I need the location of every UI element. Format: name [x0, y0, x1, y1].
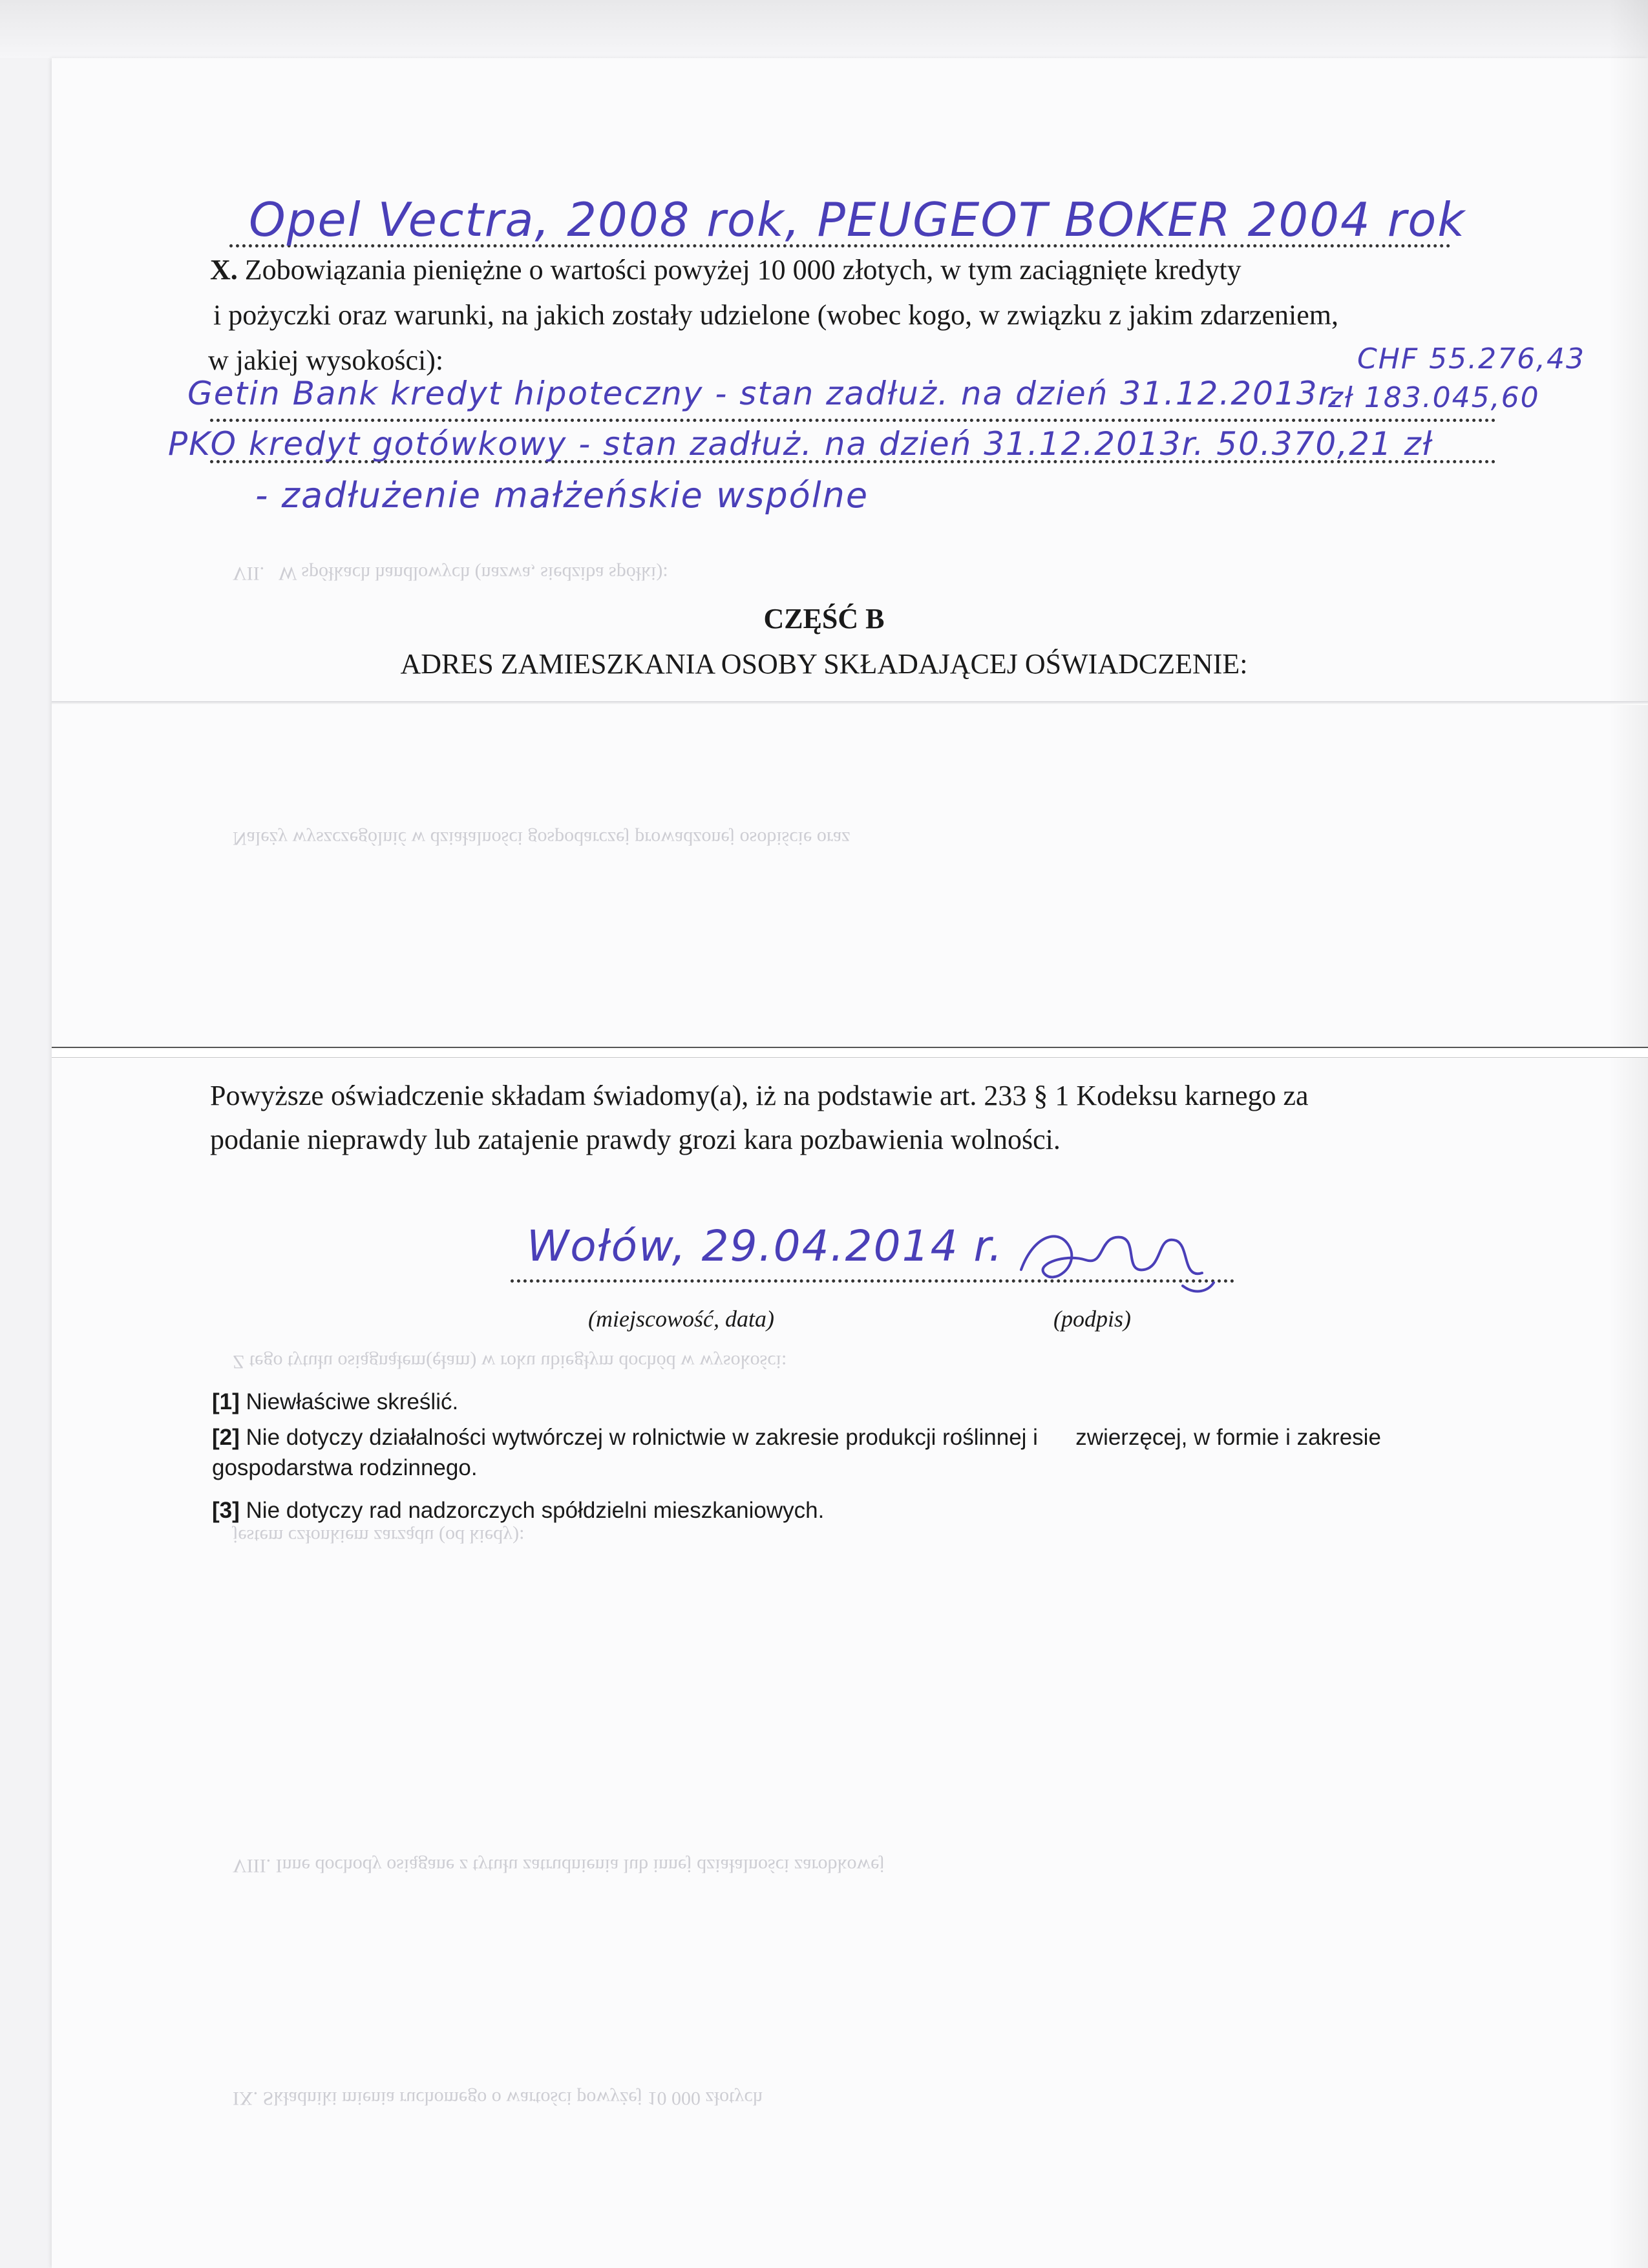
footnote-1 — [212, 1389, 458, 1415]
handwritten-signature — [1008, 1208, 1221, 1305]
bleed-through-text: VIII. Inne dochody osiągane z tytułu zatrudnienia lub innej działalności zarobkowej — [233, 1855, 885, 1876]
label-signature: (podpis) — [1053, 1306, 1131, 1332]
paper-tear-edge — [52, 1047, 1648, 1058]
part-b-subtitle: ADRES ZAMIESZKANIA OSOBY SKŁADAJĄCEJ OŚWIADCZENIE: — [400, 648, 1248, 680]
footnote-text: Nie dotyczy działalności wytwórczej w rolnictwie w zakresie produkcji roślinnej i zwierzęcej, w formie i zakresie — [246, 1425, 1381, 1450]
part-b-title: CZĘŚĆ B — [763, 603, 885, 635]
handwritten-vehicles: Opel Vectra, 2008 rok, PEUGEOT BOKER 2004 rok — [249, 193, 1466, 247]
footnote-2-continued — [212, 1455, 478, 1481]
footnote-2 — [212, 1425, 1381, 1451]
label-place-date: (miejscowość, data) — [588, 1306, 774, 1332]
dotted-line — [210, 419, 1496, 422]
handwritten-loan1: Getin Bank kredyt hipoteczny - stan zadłuż. na dzień 31.12.2013r. — [187, 375, 1342, 412]
handwritten-loan-note: - zadłużenie małżeńskie wspólne — [255, 475, 869, 516]
scan-background — [0, 0, 1648, 58]
handwritten-loan1-chf: CHF 55.276,43 — [1357, 342, 1586, 375]
section-x-line3: w jakiej wysokości): — [208, 344, 444, 376]
bleed-through-text: Należy wyszczególnić w działalności gospodarczej prowadzonej osobiście oraz — [233, 828, 850, 849]
section-x-number: X. — [210, 254, 238, 286]
footnote-3 — [212, 1498, 824, 1524]
footnote-text: Nie dotyczy rad nadzorczych spółdzielni mieszkaniowych. — [246, 1498, 825, 1523]
bleed-through-text: jestem członkiem zarządu (od kiedy): — [233, 1526, 525, 1547]
handwritten-loan2: PKO kredyt gotówkowy - stan zadłuż. na dzień 31.12.2013r. 50.370,21 zł — [168, 425, 1433, 463]
declaration-line2: podanie nieprawdy lub zatajenie prawdy grozi kara pozbawienia wolności. — [210, 1124, 1061, 1155]
handwritten-loan1-pln: zł 183.045,60 — [1328, 381, 1540, 414]
bleed-through-text: IX. Składniki mienia ruchomego o wartości powyżej 10 000 złotych — [233, 2088, 763, 2109]
footnote-number: [3] — [212, 1498, 240, 1523]
declaration-line1: Powyższe oświadczenie składam świadomy(a), iż na podstawie art. 233 § 1 Kodeksu karnego za — [210, 1080, 1309, 1111]
bleed-through-text: VII. W spółkach handlowych (nazwa, siedziba spółki): — [233, 563, 668, 584]
footnote-number: [1] — [212, 1389, 240, 1414]
footnote-number: [2] — [212, 1425, 240, 1450]
footnote-text: Niewłaściwe skreślić. — [246, 1389, 459, 1414]
handwritten-place-date: Wołów, 29.04.2014 r. — [527, 1221, 1004, 1271]
section-x-line2: i pożyczki oraz warunki, na jakich zostały udzielone (wobec kogo, w związku z jakim zdarzeniem, — [213, 299, 1338, 331]
bleed-through-text: Z tego tytułu osiągnąłem(ęłam) w roku ubiegłym dochód w wysokości: — [233, 1351, 787, 1372]
scan-shadow — [1609, 0, 1648, 2268]
section-x-text: Zobowiązania pieniężne o wartości powyżej 10 000 złotych, w tym zaciągnięte kredyty — [244, 254, 1241, 286]
footnote-text: gospodarstwa rodzinnego. — [212, 1455, 478, 1480]
section-x-line1 — [210, 253, 1241, 286]
paper-fold — [52, 701, 1648, 705]
